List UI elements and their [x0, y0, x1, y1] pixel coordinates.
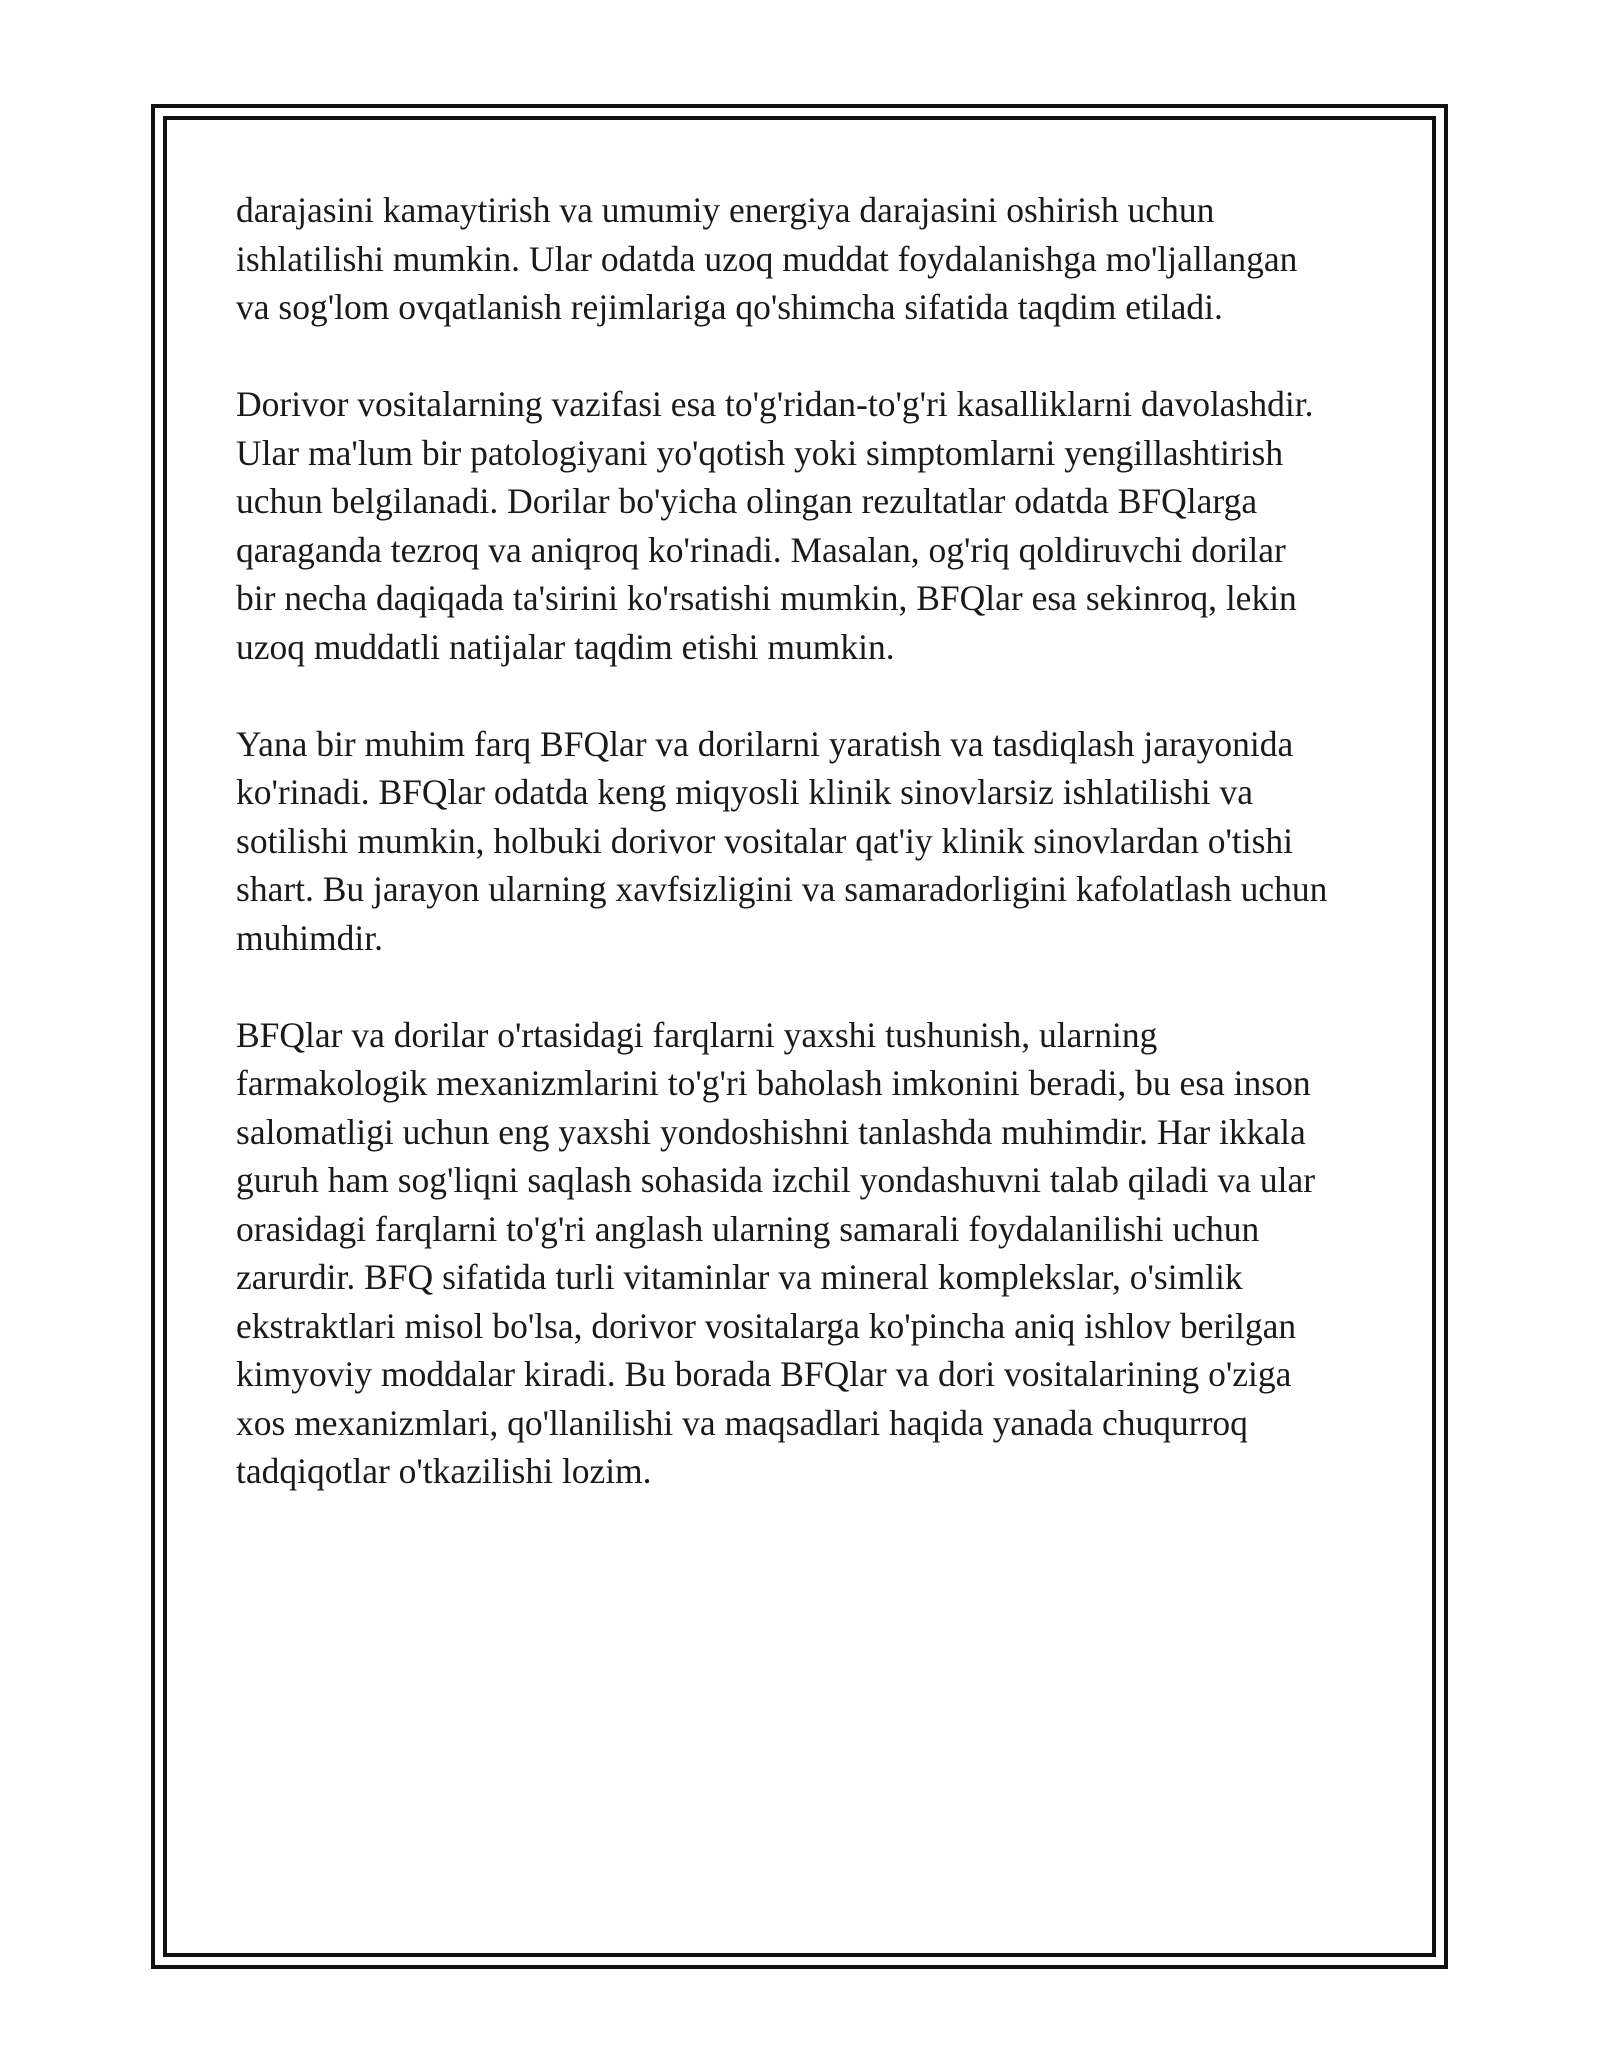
text-line: salomatligi uchun eng yaxshi yondoshishni tanlashda muhimdir. Har ikkala: [236, 1111, 1306, 1152]
text-line: shart. Bu jarayon ularning xavfsizligini va samaradorligini kafolatlash uchun: [236, 869, 1328, 909]
document-body: [236, 186, 1376, 1544]
paragraph-4: [236, 1011, 1376, 1496]
text-line: Dorivor vositalarning vazifasi esa to'g'ridan-to'g'ri kasalliklarni davolashdir.: [236, 384, 1314, 424]
paragraph-2: [236, 380, 1376, 671]
text-line: qaraganda tezroq va aniqroq ko'rinadi. Masalan, og'riq qoldiruvchi dorilar: [236, 529, 1286, 570]
text-line: muhimdir.: [236, 917, 383, 958]
text-line: tadqiqotlar o'tkazilishi lozim.: [236, 1451, 652, 1491]
text-line: ko'rinadi. BFQlar odatda keng miqyosli klinik sinovlarsiz ishlatilishi va: [236, 772, 1254, 812]
text-line: bir necha daqiqada ta'sirini ko'rsatishi mumkin, BFQlar esa sekinroq, lekin: [236, 578, 1297, 618]
text-line: BFQlar va dorilar o'rtasidagi farqlarni yaxshi tushunish, ularning: [236, 1014, 1158, 1055]
text-line: farmakologik mexanizmlarini to'g'ri baholash imkonini beradi, bu esa inson: [236, 1063, 1311, 1103]
text-line: Ular ma'lum bir patologiyani yo'qotish yoki simptomlarni yengillashtirish: [236, 432, 1284, 473]
text-line: Yana bir muhim farq BFQlar va dorilarni yaratish va tasdiqlash jarayonida: [236, 723, 1294, 764]
paragraph-3: [236, 720, 1376, 963]
text-line: xos mexanizmlari, qo'llanilishi va maqsadlari haqida yanada chuqurroq: [236, 1402, 1248, 1443]
text-line: sotilishi mumkin, holbuki dorivor vositalar qat'iy klinik sinovlardan o'tishi: [236, 820, 1294, 861]
paragraph-1: [236, 186, 1376, 332]
text-line: uchun belgilanadi. Dorilar bo'yicha olingan rezultatlar odatda BFQlarga: [236, 481, 1258, 521]
text-line: zarurdir. BFQ sifatida turli vitaminlar va mineral komplekslar, o'simlik: [236, 1257, 1243, 1297]
text-line: darajasini kamaytirish va umumiy energiya darajasini oshirish uchun: [236, 190, 1215, 230]
text-line: guruh ham sog'liqni saqlash sohasida izchil yondashuvni talab qiladi va ular: [236, 1160, 1316, 1200]
text-line: ekstraktlari misol bo'lsa, dorivor vositalarga ko'pincha aniq ishlov berilgan: [236, 1305, 1297, 1346]
text-line: uzoq muddatli natijalar taqdim etishi mumkin.: [236, 626, 895, 667]
text-line: va sog'lom ovqatlanish rejimlariga qo'shimcha sifatida taqdim etiladi.: [236, 287, 1223, 327]
text-line: kimyoviy moddalar kiradi. Bu borada BFQlar va dori vositalarining o'ziga: [236, 1354, 1292, 1394]
text-line: orasidagi farqlarni to'g'ri anglash ularning samarali foydalanilishi uchun: [236, 1208, 1260, 1249]
text-line: ishlatilishi mumkin. Ular odatda uzoq muddat foydalanishga mo'ljallangan: [236, 238, 1298, 279]
